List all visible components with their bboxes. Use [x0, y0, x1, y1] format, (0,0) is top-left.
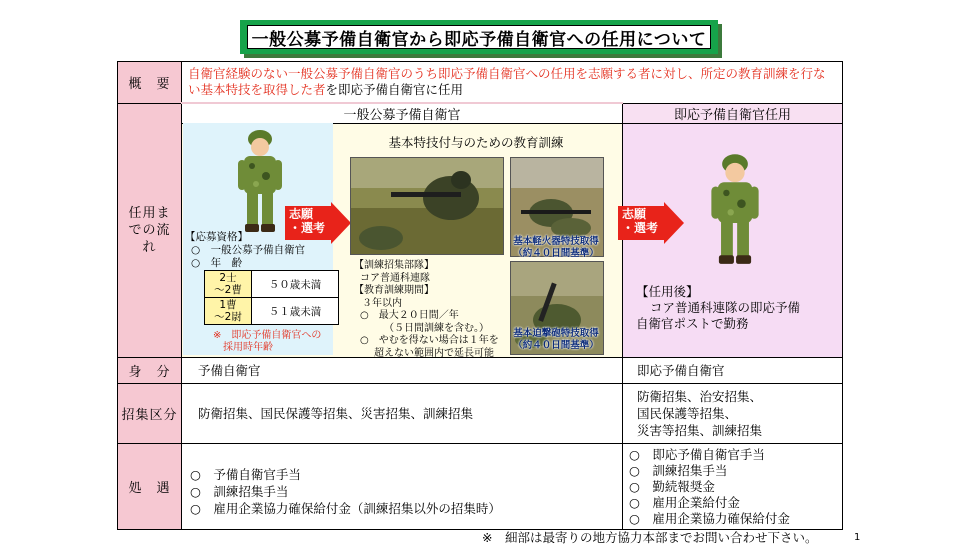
- skill-caption-1: [508, 236, 604, 260]
- status-label: 身 分: [118, 358, 182, 384]
- skill-period: （約４０日間基準）: [513, 248, 599, 259]
- arrow-text-line: 志願: [622, 207, 647, 221]
- arrow-text-line: ・選考: [289, 221, 326, 235]
- skill-caption-2: [508, 328, 604, 352]
- treatment-item: ○ 雇用企業協力確保給付金: [629, 510, 790, 526]
- treatment-label: 処 遇: [118, 444, 182, 530]
- page-title: 一般公募予備自衛官から即応予備自衛官への任用について: [247, 25, 711, 49]
- summary-label: 概 要: [118, 62, 182, 104]
- category-ready-line: 国民保護等招集、: [637, 406, 738, 421]
- after-appointment: [636, 284, 836, 332]
- age-note: ※ 即応予備自衛官への 採用時年齢: [213, 330, 322, 353]
- period-heading: 【教育訓練期間】: [354, 285, 434, 296]
- skill-period: （約４０日間基準）: [513, 340, 599, 351]
- age-limit: ５１歳未満: [252, 298, 339, 325]
- page-number: 1: [854, 532, 861, 543]
- footnote: ※ 細部は最寄りの地方協力本部までお問い合わせ下さい。: [482, 530, 818, 545]
- training-photo: [350, 157, 504, 255]
- summary-black-text: を即応予備自衛官に任用: [325, 82, 464, 97]
- col-header-general: 一般公募予備自衛官: [182, 103, 623, 124]
- soldier-illustration: [234, 126, 286, 234]
- treatment-item: ○ 訓練招集手当: [190, 484, 289, 499]
- after-line: コア普通科連隊の即応予備: [650, 300, 801, 315]
- age-rank: 1曹 ～2尉: [205, 298, 252, 325]
- treatment-item: ○ 予備自衛官手当: [190, 467, 301, 482]
- treatment-ready: [623, 444, 843, 530]
- eligibility-heading: 【応募資格】: [185, 231, 248, 243]
- treatment-item: ○ 雇用企業給付金: [629, 494, 740, 510]
- unit-value: コア普通科連隊: [360, 272, 430, 284]
- skill-name: 基本迫撃砲特技取得: [513, 328, 599, 339]
- age-rank: 2士 ～2曹: [205, 271, 252, 298]
- treatment-item: ○ 勤続報奨金: [629, 478, 715, 494]
- col-header-ready: 即応予備自衛官任用: [623, 103, 843, 124]
- period-extend-2: 超えない範囲内で延長可能: [374, 347, 494, 359]
- arrow-text-line: ・選考: [622, 221, 659, 235]
- unit-heading: 【訓練招集部隊】: [354, 260, 434, 271]
- flow-label: [118, 103, 182, 358]
- training-title: 基本特技付与のための教育訓練: [388, 135, 564, 150]
- treatment-item: ○ 即応予備自衛官手当: [629, 446, 765, 462]
- period-max: ○ 最大２０日間／年: [360, 310, 459, 321]
- flow-label-text: 任用までの流れ: [128, 205, 171, 255]
- eligibility-block: [185, 231, 333, 270]
- treatment-general: [182, 444, 623, 530]
- after-heading: 【任用後】: [636, 284, 699, 299]
- treatment-item: ○ 訓練招集手当: [629, 462, 728, 478]
- arrow-text-line: 志願: [289, 207, 314, 221]
- summary-text: [182, 62, 843, 104]
- status-general: 予備自衛官: [182, 358, 623, 384]
- ready-reserve-soldier-illustration: [704, 150, 766, 266]
- period-extend: ○ やむを得ない場合は１年を: [360, 335, 499, 346]
- category-label: 招集区分: [118, 384, 182, 444]
- training-info: [354, 260, 510, 360]
- status-ready: 即応予備自衛官: [623, 358, 843, 384]
- after-line: 自衛官ポストで勤務: [636, 316, 749, 331]
- skill-name: 基本軽火器特技取得: [513, 236, 599, 247]
- category-ready-line: 防衛招集、治安招集、: [637, 389, 763, 404]
- apply-arrow-2: [618, 202, 684, 244]
- age-table: [204, 270, 339, 325]
- category-ready-line: 災害等招集、訓練招集: [637, 423, 763, 438]
- summary-red-text: 自衛官経験のない一般公募予備自衛官のうち即応予備自衛官への任用を志願する者に対し、所定の教育訓練を行ない基本特技を取得した者: [188, 66, 826, 97]
- category-ready: [623, 384, 843, 444]
- treatment-item: ○ 雇用企業協力確保給付金（訓練招集以外の招集時）: [190, 501, 501, 516]
- period-max-note: （５日間訓練を含む。）: [384, 322, 489, 334]
- eligibility-item: ○ 一般公募予備自衛官: [191, 244, 306, 256]
- category-general: 防衛招集、国民保護等招集、災害招集、訓練招集: [182, 384, 623, 444]
- age-limit: ５０歳未満: [252, 271, 339, 298]
- apply-arrow-2-text: [622, 207, 658, 235]
- eligibility-item: ○ 年 齢: [191, 257, 243, 269]
- period-value: ３年以内: [362, 297, 402, 309]
- title-banner: [240, 20, 718, 54]
